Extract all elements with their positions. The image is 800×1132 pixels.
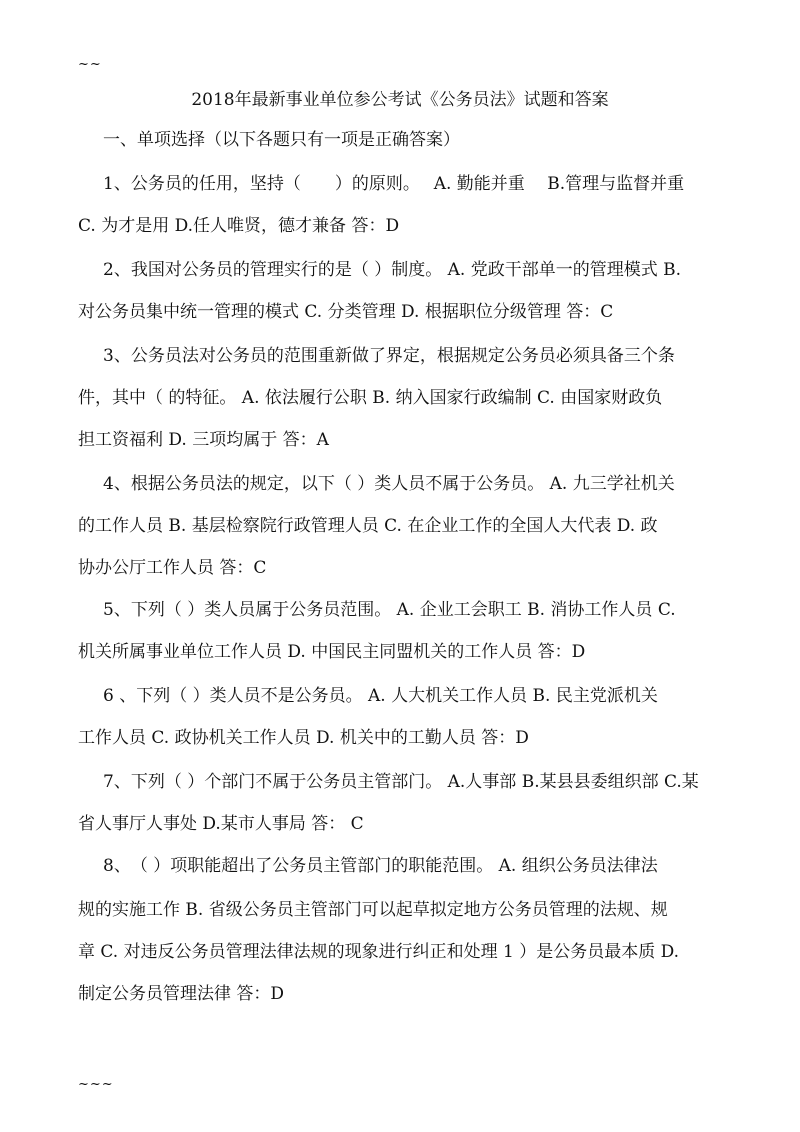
question-3-line-2: 件，其中（ 的特征。 A. 依法履行公职 B. 纳入国家行政编制 C. 由国家财政负 <box>78 388 663 408</box>
question-4-line-3: 协办公厅工作人员 答：C <box>78 558 267 578</box>
question-7-line-1: 7、下列（ ）个部门不属于公务员主管部门。 A.人事部 B.某县县委组织部 C.某 <box>103 772 699 792</box>
header-mark: ~~ <box>78 57 102 72</box>
question-3-line-3: 担工资福利 D. 三项均属于 答：A <box>78 430 329 450</box>
question-4-line-1: 4、根据公务员法的规定，以下（ ）类人员不属于公务员。 A. 九三学社机关 <box>103 474 675 494</box>
question-5-line-1: 5、下列（ ）类人员属于公务员范围。 A. 企业工会职工 B. 消协工作人员 C. <box>103 600 676 620</box>
question-1-line-1: 1、公务员的任用，坚持（ ）的原则。 A. 勤能并重 B.管理与监督并重 <box>103 174 685 194</box>
question-8-line-2: 规的实施工作 B. 省级公务员主管部门可以起草拟定地方公务员管理的法规、规 <box>78 900 668 920</box>
question-8-line-3: 章 C. 对违反公务员管理法律法规的现象进行纠正和处理 1 ）是公务员最本质 D. <box>78 942 680 962</box>
question-6-line-1: 6 、下列（ ）类人员不是公务员。 A. 人大机关工作人员 B. 民主党派机关 <box>103 686 658 706</box>
question-2-line-2: 对公务员集中统一管理的模式 C. 分类管理 D. 根据职位分级管理 答：C <box>78 302 614 322</box>
footer-mark: ~~~ <box>78 1077 114 1092</box>
question-6-line-2: 工作人员 C. 政协机关工作人员 D. 机关中的工勤人员 答：D <box>78 728 529 748</box>
question-4-line-2: 的工作人员 B. 基层检察院行政管理人员 C. 在企业工作的全国人大代表 D. 政 <box>78 516 658 536</box>
question-5-line-2: 机关所属事业单位工作人员 D. 中国民主同盟机关的工作人员 答：D <box>78 642 586 662</box>
question-3-line-1: 3、公务员法对公务员的范围重新做了界定，根据规定公务员必须具备三个条 <box>103 346 675 366</box>
question-1-line-2: C. 为才是用 D.任人唯贤，德才兼备 答：D <box>78 216 400 236</box>
question-2-line-1: 2、我国对公务员的管理实行的是（ ）制度。 A. 党政干部单一的管理模式 B. <box>103 260 682 280</box>
question-8-line-4: 制定公务员管理法律 答：D <box>78 984 285 1004</box>
question-7-line-2: 省人事厅人事处 D.某市人事局 答： C <box>78 814 364 834</box>
document-title: 2018年最新事业单位参公考试《公务员法》试题和答案 <box>191 90 609 110</box>
section-heading: 一、单项选择（以下各题只有一项是正确答案） <box>103 130 460 150</box>
question-8-line-1: 8、 （ ）项职能超出了公务员主管部门的职能范围。 A. 组织公务员法律法 <box>103 856 658 876</box>
